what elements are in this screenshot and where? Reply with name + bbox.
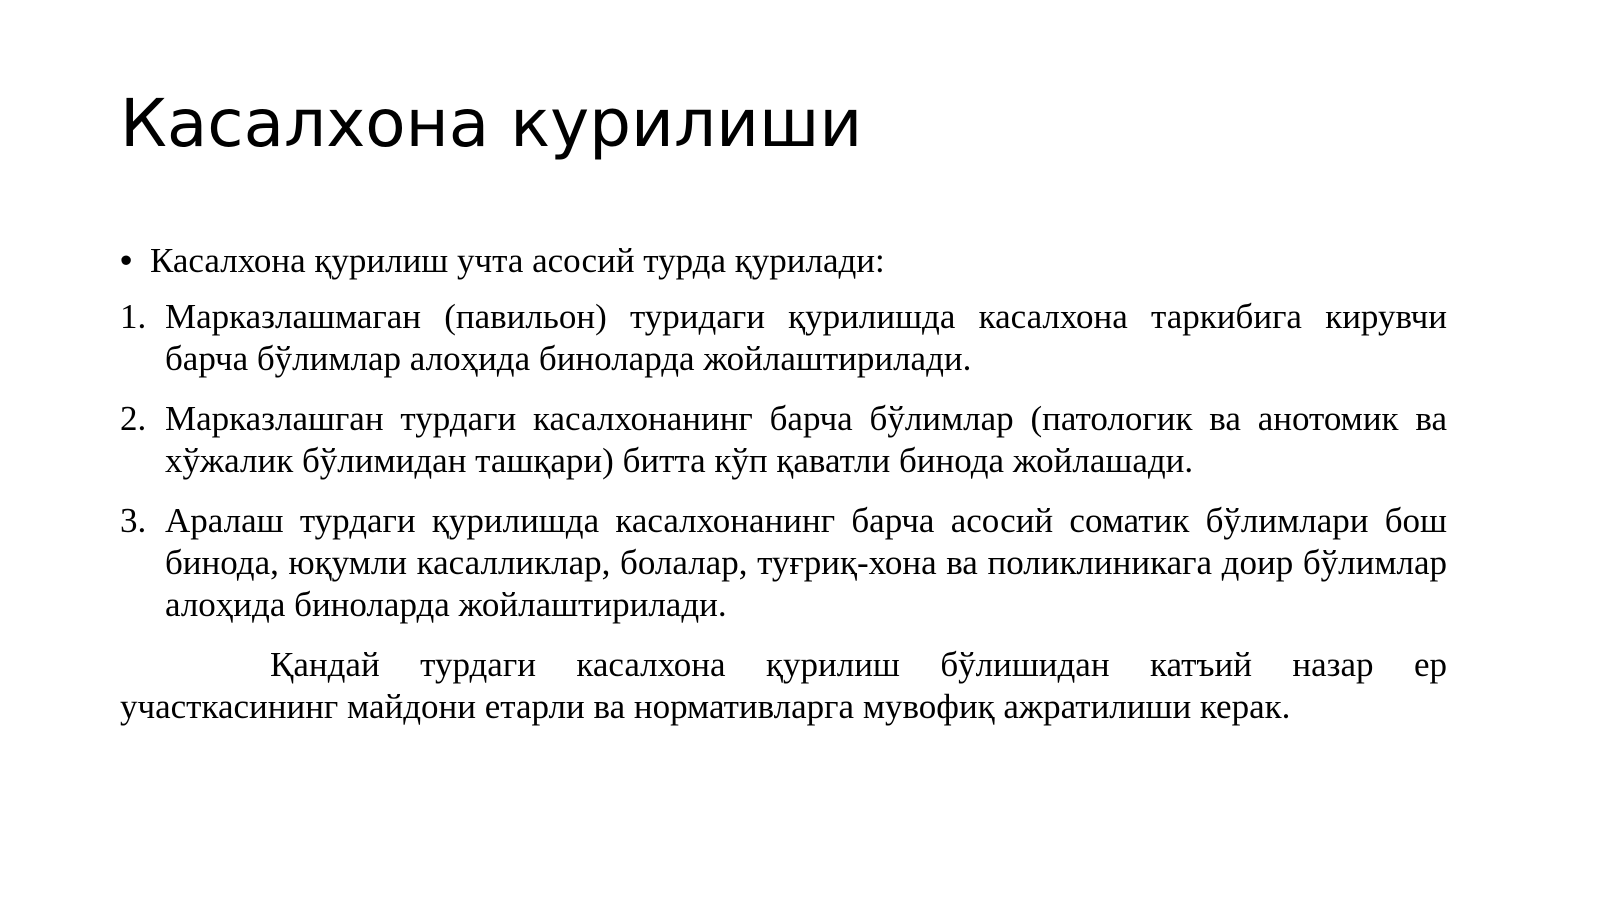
list-item-text: Марказлашмаган (павильон) туридаги қурилишда касалхона таркибига кирувчи барча бўлимлар алоҳида биноларда жойлаштирилади. (165, 297, 1447, 378)
construction-types-list (120, 296, 1447, 626)
slide-body (120, 240, 1447, 728)
list-item-number: 3. (120, 501, 147, 540)
list-item (120, 296, 1447, 380)
slide-title: Касалхона курилиши (120, 85, 863, 162)
list-item-text: Марказлашган турдаги касалхонанинг барча бўлимлар (патологик ва анотомик ва хўжалик бўлимидан ташқари) битта кўп қаватли бинода жойлашади. (165, 399, 1447, 480)
intro-text: Касалхона қурилиш учта асосий турда қурилади: (150, 241, 885, 280)
intro-bullet (120, 240, 1447, 282)
list-item-number: 1. (120, 297, 147, 336)
list-item-text: Аралаш турдаги қурилишда касалхонанинг барча асосий соматик бўлимлари бош бинода, юқумли касалликлар, болалар, туғриқ-хона ва поликлиникага доир бўлимлар алоҳида биноларда жойлаштирилади. (165, 501, 1447, 624)
list-item (120, 500, 1447, 626)
list-item (120, 398, 1447, 482)
list-item-number: 2. (120, 399, 147, 438)
closing-paragraph: Қандай турдаги касалхона қурилиш бўлишидан катъий назар ер участкасининг майдони етарли ва нормативларга мувофиқ ажратилиши керак. (120, 645, 1447, 726)
bullet-marker: • (120, 241, 133, 280)
